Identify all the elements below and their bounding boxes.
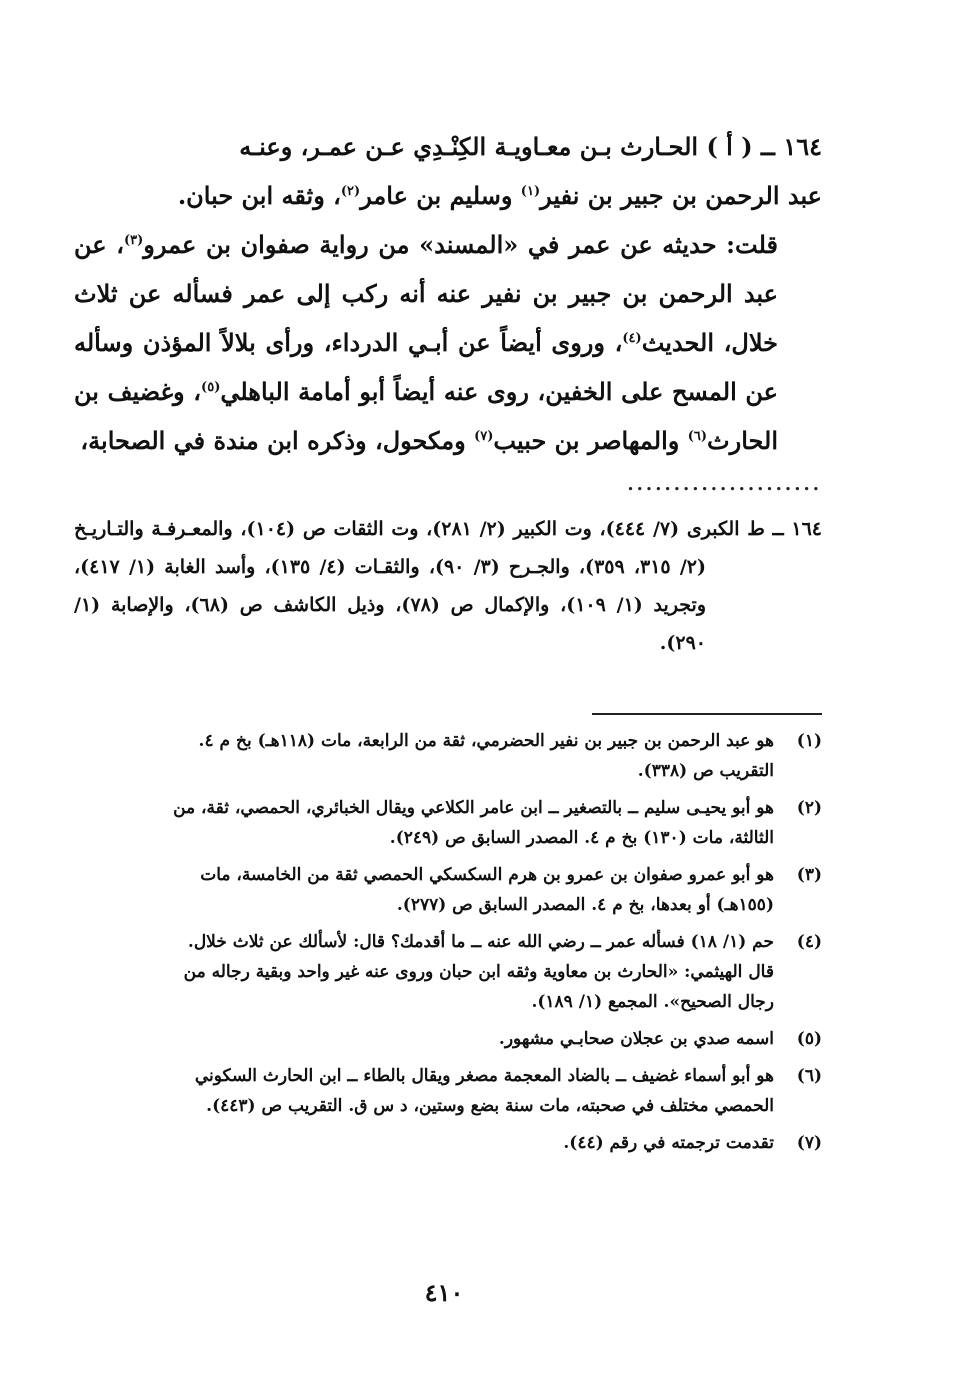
footnote-ref-1[interactable]: (١)	[520, 184, 541, 199]
footnote-item	[74, 927, 822, 1017]
footnote-line: هو عبد الرحمن بن جبير بن نفير الحضرمي، ثقة من الرابعة، مات (١١٨هـ) بخ م ٤.	[198, 731, 774, 751]
footnote-line: اسمه صدي بن عجلان صحابـي مشهور.	[498, 1029, 774, 1049]
entry-text-span: عبد الرحمن بن جبير بن نفير	[540, 181, 822, 210]
sources-text: ١٦٤ ــ ط الكبرى (٧/ ٤٤٤)، وت الكبير (٢/ ٢٨١)، وت الثقات ص (١٠٤)، والمعـرفـة والتـاريـخ (٢/ ٣١٥، ٣٥٩)، والجـرح (٣/ ٩٠)، والثقـات (٤/ ١٣٥)، وأسد الغابة (١/ ٤١٧)، وتجريد (١/ ١٠٩)، والإكمال ص (٧٨)، وذيل الكاشف ص (٦٨)، والإصابة (١/ ٢٩٠).	[74, 518, 823, 654]
entry-text-span: وسليم بن عامر	[360, 181, 521, 210]
footnote-item	[74, 860, 822, 920]
footnote-item	[74, 1061, 822, 1121]
footnote-ref-3[interactable]: (٣)	[123, 233, 144, 248]
footnote-number: (٦)	[796, 1066, 822, 1086]
footnote-line: الثالثة، مات (١٣٠) بخ م ٤. المصدر السابق ص (٢٤٩).	[389, 828, 774, 848]
entry-text-span: ، عن عبد الرحمن بن جبير بن نفير عنه أنه ركب إلى عمر فسأله عن ثلاث خلال، الحديث	[74, 230, 779, 357]
footnote-item	[74, 1024, 822, 1054]
entry-text-span: ، وروى أيضاً عن أبـي الدرداء، ورأى بلالاً المؤذن وسأله عن المسح على الخفين، روى عنه أيضاً أبو أمامة الباهلي	[74, 328, 779, 406]
entry-text	[74, 122, 822, 465]
sources-block	[74, 510, 822, 662]
entry-text-span: ، وثقه ابن حبان.	[177, 181, 341, 210]
footnote-number: (٢)	[796, 798, 822, 818]
footnote-item	[74, 1128, 822, 1158]
footnote-line: قال الهيثمي: «الحارث بن معاوية وثقه ابن حبان وروى عنه غير واحد وبقية رجاله من	[183, 962, 774, 982]
footnote-line: (١٥٥هـ) أو بعدها، بخ م ٤. المصدر السابق ص (٢٧٧).	[396, 895, 774, 915]
footnotes-section	[74, 726, 822, 1165]
footnote-ref-6[interactable]: (٦)	[687, 429, 708, 444]
footnote-item	[74, 726, 822, 786]
entry-text-span: ومكحول، وذكره ابن مندة في الصحابة،	[80, 426, 475, 455]
footnote-number: (٣)	[796, 865, 822, 885]
entry-paragraph-2	[74, 220, 822, 465]
page-number: ٤١٠	[424, 1278, 464, 1307]
footnote-number: (١)	[796, 731, 822, 751]
entry-heading-line: ١٦٤ ــ ( أ ) الحـارث بـن معـاويـة الكِنْـدِي عـن عمـر، وعنـه	[239, 132, 822, 161]
footnote-line: رجال الصحيح». المجمع (١/ ١٨٩).	[531, 992, 774, 1012]
footnote-line: هو أبو عمرو صفوان بن عمرو بن هرم السكسكي الحمصي ثقة من الخامسة، مات	[200, 865, 774, 885]
footnote-divider	[592, 713, 822, 715]
footnote-line: الحمصي مختلف في صحبته، مات سنة بضع وستين، د س ق. التقريب ص (٤٤٣).	[206, 1096, 774, 1116]
footnote-line: تقدمت ترجمته في رقم (٤٤).	[563, 1133, 774, 1153]
footnote-ref-4[interactable]: (٤)	[622, 331, 642, 346]
entry-text-span: والمهاصر بن حبيب	[493, 426, 688, 455]
footnote-line: هو أبو أسماء غضيف ــ بالضاد المعجمة مصغر ويقال بالطاء ــ ابن الحارث السكوني	[194, 1066, 774, 1086]
footnote-ref-2[interactable]: (٢)	[340, 184, 361, 199]
footnote-line: حم (١/ ١٨) فسأله عمر ــ رضي الله عنه ــ ما أقدمك؟ قال: لأسألك عن ثلاث خلال.	[187, 932, 774, 952]
continuation-dots: .....................	[627, 474, 822, 495]
footnote-item	[74, 793, 822, 853]
footnote-number: (٥)	[796, 1029, 822, 1049]
footnote-line: هو أبو يحيـى سليم ــ بالتصغير ــ ابن عامر الكلاعي ويقال الخبائري، الحمصي، ثقة، من	[173, 798, 774, 818]
footnote-number: (٤)	[796, 932, 822, 952]
entry-text-span: ، وغضيف بن الحارث	[74, 377, 778, 455]
entry-paragraph-1	[74, 122, 822, 220]
footnote-ref-5[interactable]: (٥)	[201, 380, 221, 395]
footnote-line: التقريب ص (٣٣٨).	[637, 761, 774, 781]
footnote-ref-7[interactable]: (٧)	[474, 429, 494, 444]
entry-text-span: قلت: حديثه عن عمر في «المسند» من رواية صفوان بن عمرو	[143, 230, 779, 259]
footnote-number: (٧)	[796, 1133, 822, 1153]
